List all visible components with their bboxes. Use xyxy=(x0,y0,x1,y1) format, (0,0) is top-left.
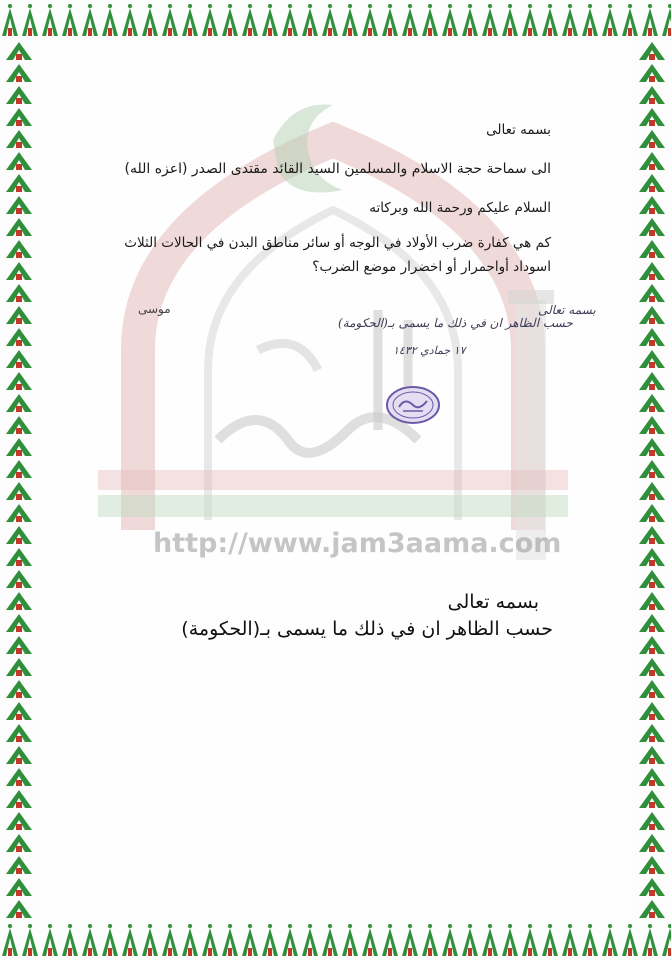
border-ornament-icon xyxy=(633,282,671,304)
border-ornament-icon xyxy=(633,810,671,832)
border-ornament-icon xyxy=(0,62,38,84)
border-ornament-icon xyxy=(633,84,671,106)
border-ornament-icon xyxy=(0,392,38,414)
border-ornament-icon xyxy=(633,106,671,128)
border-ornament-icon xyxy=(633,678,671,700)
handwritten-answer: حسب الظاهر ان في ذلك ما يسمى بـ(الحكومة) xyxy=(338,316,573,330)
border-ornament-icon xyxy=(300,0,320,40)
border-ornament-icon xyxy=(0,106,38,128)
bottom-border xyxy=(0,920,671,960)
border-ornament-icon xyxy=(520,920,540,960)
border-ornament-icon xyxy=(460,0,480,40)
reply-salutation: بسمه تعالى xyxy=(447,591,539,613)
border-ornament-icon xyxy=(160,0,180,40)
border-ornament-icon xyxy=(0,480,38,502)
office-seal-stamp xyxy=(385,385,441,425)
border-ornament-icon xyxy=(633,348,671,370)
right-border xyxy=(633,40,671,920)
border-ornament-icon xyxy=(0,0,20,40)
border-ornament-icon xyxy=(633,238,671,260)
border-ornament-icon xyxy=(380,0,400,40)
handwritten-salutation: بسمه تعالى xyxy=(538,303,596,317)
border-ornament-icon xyxy=(600,920,620,960)
border-ornament-icon xyxy=(633,150,671,172)
border-ornament-icon xyxy=(260,0,280,40)
border-ornament-icon xyxy=(500,0,520,40)
border-ornament-icon xyxy=(633,370,671,392)
border-ornament-icon xyxy=(633,194,671,216)
border-ornament-icon xyxy=(480,0,500,40)
border-ornament-icon xyxy=(0,40,38,62)
border-ornament-icon xyxy=(0,854,38,876)
border-ornament-icon xyxy=(633,854,671,876)
border-ornament-icon xyxy=(340,0,360,40)
border-ornament-icon xyxy=(0,590,38,612)
border-ornament-icon xyxy=(600,0,620,40)
border-ornament-icon xyxy=(633,172,671,194)
border-ornament-icon xyxy=(500,920,520,960)
border-ornament-icon xyxy=(140,920,160,960)
border-ornament-icon xyxy=(660,920,671,960)
border-ornament-icon xyxy=(440,0,460,40)
border-ornament-icon xyxy=(400,920,420,960)
border-ornament-icon xyxy=(0,788,38,810)
border-ornament-icon xyxy=(633,216,671,238)
border-ornament-icon xyxy=(633,502,671,524)
border-ornament-icon xyxy=(633,612,671,634)
border-ornament-icon xyxy=(633,524,671,546)
border-ornament-icon xyxy=(480,920,500,960)
border-ornament-icon xyxy=(320,920,340,960)
border-ornament-icon xyxy=(80,920,100,960)
border-ornament-icon xyxy=(0,568,38,590)
border-ornament-icon xyxy=(220,920,240,960)
border-ornament-icon xyxy=(220,0,240,40)
handwritten-date: ١٧ جمادي ١٤٣٢ xyxy=(393,344,466,357)
border-ornament-icon xyxy=(100,920,120,960)
border-ornament-icon xyxy=(633,260,671,282)
border-ornament-icon xyxy=(0,84,38,106)
border-ornament-icon xyxy=(633,788,671,810)
border-ornament-icon xyxy=(340,920,360,960)
border-ornament-icon xyxy=(160,920,180,960)
border-ornament-icon xyxy=(0,502,38,524)
border-ornament-icon xyxy=(633,766,671,788)
border-ornament-icon xyxy=(280,920,300,960)
border-ornament-icon xyxy=(633,832,671,854)
border-ornament-icon xyxy=(320,0,340,40)
border-ornament-icon xyxy=(420,0,440,40)
border-ornament-icon xyxy=(180,920,200,960)
reply-answer: حسب الظاهر ان في ذلك ما يسمى بـ(الحكومة) xyxy=(181,618,553,640)
border-ornament-icon xyxy=(60,0,80,40)
border-ornament-icon xyxy=(120,0,140,40)
border-ornament-icon xyxy=(20,920,40,960)
border-ornament-icon xyxy=(540,920,560,960)
border-ornament-icon xyxy=(633,414,671,436)
border-ornament-icon xyxy=(640,0,660,40)
border-ornament-icon xyxy=(0,876,38,898)
border-ornament-icon xyxy=(280,0,300,40)
border-ornament-icon xyxy=(0,524,38,546)
border-ornament-icon xyxy=(0,216,38,238)
letter-page xyxy=(38,40,633,920)
border-ornament-icon xyxy=(200,0,220,40)
top-border xyxy=(0,0,671,40)
border-ornament-icon xyxy=(0,260,38,282)
border-ornament-icon xyxy=(620,0,640,40)
border-ornament-icon xyxy=(140,0,160,40)
question-line-1: كم هي كفارة ضرب الأولاد في الوجه أو سائر مناطق البدن في الحالات الثلاث xyxy=(124,235,551,251)
border-ornament-icon xyxy=(633,744,671,766)
border-ornament-icon xyxy=(180,0,200,40)
border-ornament-icon xyxy=(633,546,671,568)
border-ornament-icon xyxy=(380,920,400,960)
border-ornament-icon xyxy=(120,920,140,960)
border-ornament-icon xyxy=(0,634,38,656)
question-line-2: اسوداد أواحمرار أو اخضرار موضع الضرب؟ xyxy=(312,259,551,275)
border-ornament-icon xyxy=(520,0,540,40)
border-ornament-icon xyxy=(660,0,671,40)
border-ornament-icon xyxy=(580,0,600,40)
border-ornament-icon xyxy=(633,392,671,414)
border-ornament-icon xyxy=(20,0,40,40)
border-ornament-icon xyxy=(0,920,20,960)
border-ornament-icon xyxy=(100,0,120,40)
border-ornament-icon xyxy=(0,414,38,436)
border-ornament-icon xyxy=(0,546,38,568)
border-ornament-icon xyxy=(0,766,38,788)
border-ornament-icon xyxy=(640,920,660,960)
signer-name: موسى xyxy=(138,302,171,316)
border-ornament-icon xyxy=(0,150,38,172)
border-ornament-icon xyxy=(0,436,38,458)
border-ornament-icon xyxy=(633,128,671,150)
border-ornament-icon xyxy=(0,194,38,216)
border-ornament-icon xyxy=(633,436,671,458)
border-ornament-icon xyxy=(0,370,38,392)
border-ornament-icon xyxy=(633,722,671,744)
border-ornament-icon xyxy=(620,920,640,960)
border-ornament-icon xyxy=(0,612,38,634)
border-ornament-icon xyxy=(633,40,671,62)
border-ornament-icon xyxy=(633,480,671,502)
border-ornament-icon xyxy=(0,722,38,744)
border-ornament-icon xyxy=(0,744,38,766)
border-ornament-icon xyxy=(240,0,260,40)
border-ornament-icon xyxy=(633,656,671,678)
border-ornament-icon xyxy=(633,326,671,348)
border-ornament-icon xyxy=(540,0,560,40)
salutation: بسمه تعالى xyxy=(486,122,551,138)
border-ornament-icon xyxy=(633,458,671,480)
border-ornament-icon xyxy=(0,282,38,304)
border-ornament-icon xyxy=(0,238,38,260)
border-ornament-icon xyxy=(0,172,38,194)
border-ornament-icon xyxy=(0,810,38,832)
greeting-line: السلام عليكم ورحمة الله وبركاته xyxy=(369,200,551,216)
border-ornament-icon xyxy=(360,0,380,40)
border-ornament-icon xyxy=(460,920,480,960)
border-ornament-icon xyxy=(580,920,600,960)
border-ornament-icon xyxy=(633,898,671,920)
border-ornament-icon xyxy=(0,700,38,722)
border-ornament-icon xyxy=(400,0,420,40)
border-ornament-icon xyxy=(60,920,80,960)
border-ornament-icon xyxy=(0,458,38,480)
border-ornament-icon xyxy=(0,678,38,700)
border-ornament-icon xyxy=(633,876,671,898)
border-ornament-icon xyxy=(40,920,60,960)
border-ornament-icon xyxy=(260,920,280,960)
border-ornament-icon xyxy=(633,62,671,84)
border-ornament-icon xyxy=(360,920,380,960)
border-ornament-icon xyxy=(300,920,320,960)
border-ornament-icon xyxy=(560,920,580,960)
border-ornament-icon xyxy=(240,920,260,960)
border-ornament-icon xyxy=(633,590,671,612)
border-ornament-icon xyxy=(0,326,38,348)
border-ornament-icon xyxy=(633,568,671,590)
border-ornament-icon xyxy=(420,920,440,960)
border-ornament-icon xyxy=(440,920,460,960)
border-ornament-icon xyxy=(633,700,671,722)
border-ornament-icon xyxy=(0,304,38,326)
border-ornament-icon xyxy=(0,128,38,150)
border-ornament-icon xyxy=(40,0,60,40)
border-ornament-icon xyxy=(0,898,38,920)
border-ornament-icon xyxy=(633,304,671,326)
left-border xyxy=(0,40,38,920)
border-ornament-icon xyxy=(0,348,38,370)
border-ornament-icon xyxy=(0,656,38,678)
border-ornament-icon xyxy=(0,832,38,854)
addressee-line: الى سماحة حجة الاسلام والمسلمين السيد القائد مقتدى الصدر (اعزه الله) xyxy=(124,161,551,177)
border-ornament-icon xyxy=(200,920,220,960)
border-ornament-icon xyxy=(80,0,100,40)
border-ornament-icon xyxy=(560,0,580,40)
watermark-url: http://www.jam3aama.com xyxy=(153,528,562,559)
border-ornament-icon xyxy=(633,634,671,656)
